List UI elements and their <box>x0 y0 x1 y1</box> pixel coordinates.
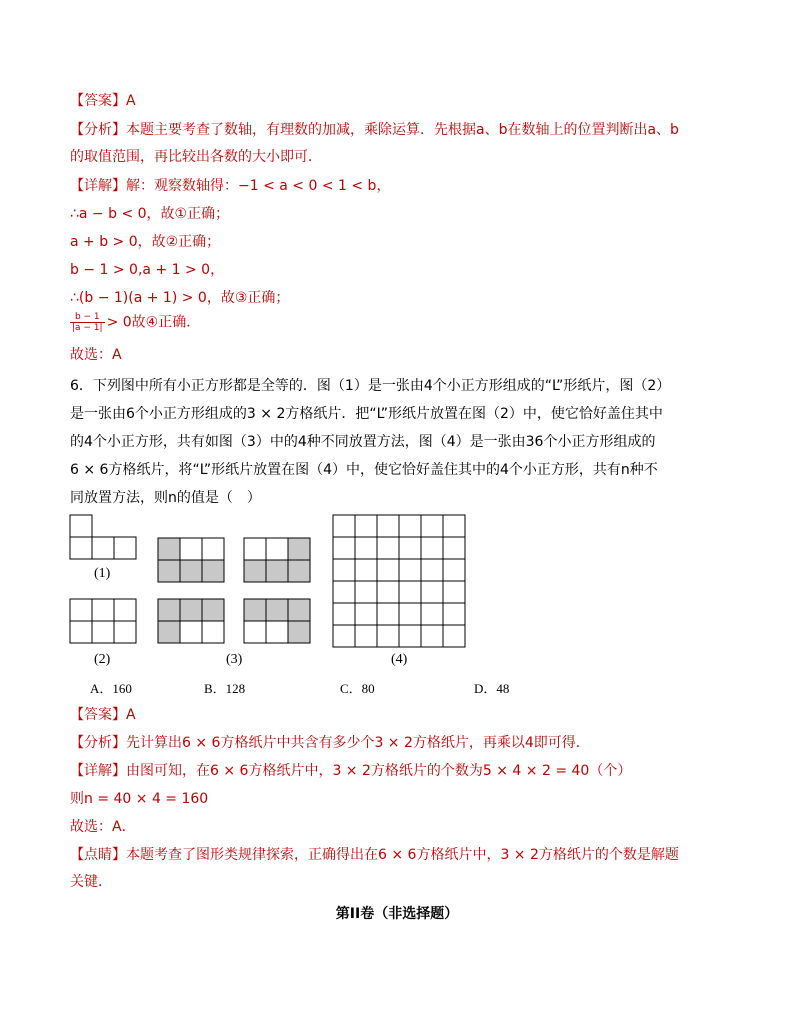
q5-answer: 【答案】A <box>70 93 136 109</box>
choice-b: B．128 <box>204 681 246 696</box>
figure-1-l-shape <box>70 515 136 559</box>
q5-detail: 【详解】解：观察数轴得：−1 < a < 0 < 1 < b， <box>70 178 391 194</box>
q5-step5-text: > 0故④正确． <box>106 314 201 331</box>
figure-1-label: (1) <box>94 566 111 581</box>
figure-4-grid <box>333 515 465 647</box>
q5-step4: ∴(b − 1)(a + 1) > 0，故③正确； <box>70 290 290 306</box>
figure-2-grid <box>70 599 136 643</box>
q5-step1: ∴a − b < 0，故①正确； <box>70 206 230 222</box>
q6-stem-line5: 同放置方法，则n的值是（ ） <box>70 490 261 506</box>
q6-stem-line1: 6．下列图中所有小正方形都是全等的．图（1）是一张由4个小正方形组成的“L”形纸片，图（2） <box>70 378 671 394</box>
q6-comment-line2: 关键． <box>70 874 112 890</box>
q6-result: 则n = 40 × 4 = 160 <box>70 791 209 807</box>
figure-4-label: (4) <box>391 652 408 667</box>
figure-3-placement-4 <box>244 599 310 643</box>
choice-a: A．160 <box>90 681 132 696</box>
q5-analysis-line2: 的取值范围，再比较出各数的大小即可． <box>70 149 322 165</box>
q6-answer: 【答案】A <box>70 707 136 723</box>
q5-analysis-line1: 【分析】本题主要考查了数轴，有理数的加减，乘除运算．先根据a、b在数轴上的位置判断出a、b <box>70 122 679 138</box>
q6-comment-line1: 【点睛】本题考查了图形类规律探索，正确得出在6 × 6方格纸片中，3 × 2方格纸片的个数是解题 <box>70 847 679 863</box>
section-title: 第II卷（非选择题） <box>335 906 459 922</box>
choice-c: C．80 <box>340 681 375 696</box>
q5-step3: b − 1 > 0,a + 1 > 0， <box>70 262 225 278</box>
q5-fraction-numerator: b − 1 <box>70 312 105 323</box>
q6-stem-line4: 6 × 6方格纸片，将“L”形纸片放置在图（4）中，使它恰好盖住其中的4个小正方形，共有n种不 <box>70 462 658 478</box>
figure-3-label: (3) <box>226 652 243 667</box>
figure-3-placement-1 <box>158 538 224 582</box>
figure-3-placement-2 <box>244 538 310 582</box>
q6-analysis: 【分析】先计算出6 × 6方格纸片中共含有多少个3 × 2方格纸片，再乘以4即可得． <box>70 735 590 751</box>
q6-stem-line3: 的4个小正方形，共有如图（3）中的4种不同放置方法，图（4）是一张由36个小正方形组成的 <box>70 434 656 450</box>
figure-2-label: (2) <box>94 652 111 667</box>
q5-fraction-denominator: |a − 1| <box>72 323 103 333</box>
q6-figures <box>60 505 490 675</box>
q5-step5 <box>70 312 200 333</box>
q5-fraction <box>70 312 105 333</box>
figure-3-placement-3 <box>158 599 224 643</box>
q6-detail: 【详解】由图可知，在6 × 6方格纸片中，3 × 2方格纸片的个数为5 × 4 × 2 = 40（个） <box>70 763 632 779</box>
choice-d: D．48 <box>474 681 510 696</box>
q5-choose: 故选：A <box>70 347 122 363</box>
q5-step2: a + b > 0，故②正确； <box>70 234 221 250</box>
q6-stem-line2: 是一张由6个小正方形组成的3 × 2方格纸片．把“L”形纸片放置在图（2）中，使它恰好盖住其中 <box>70 406 663 422</box>
q6-choose: 故选：A． <box>70 819 136 835</box>
